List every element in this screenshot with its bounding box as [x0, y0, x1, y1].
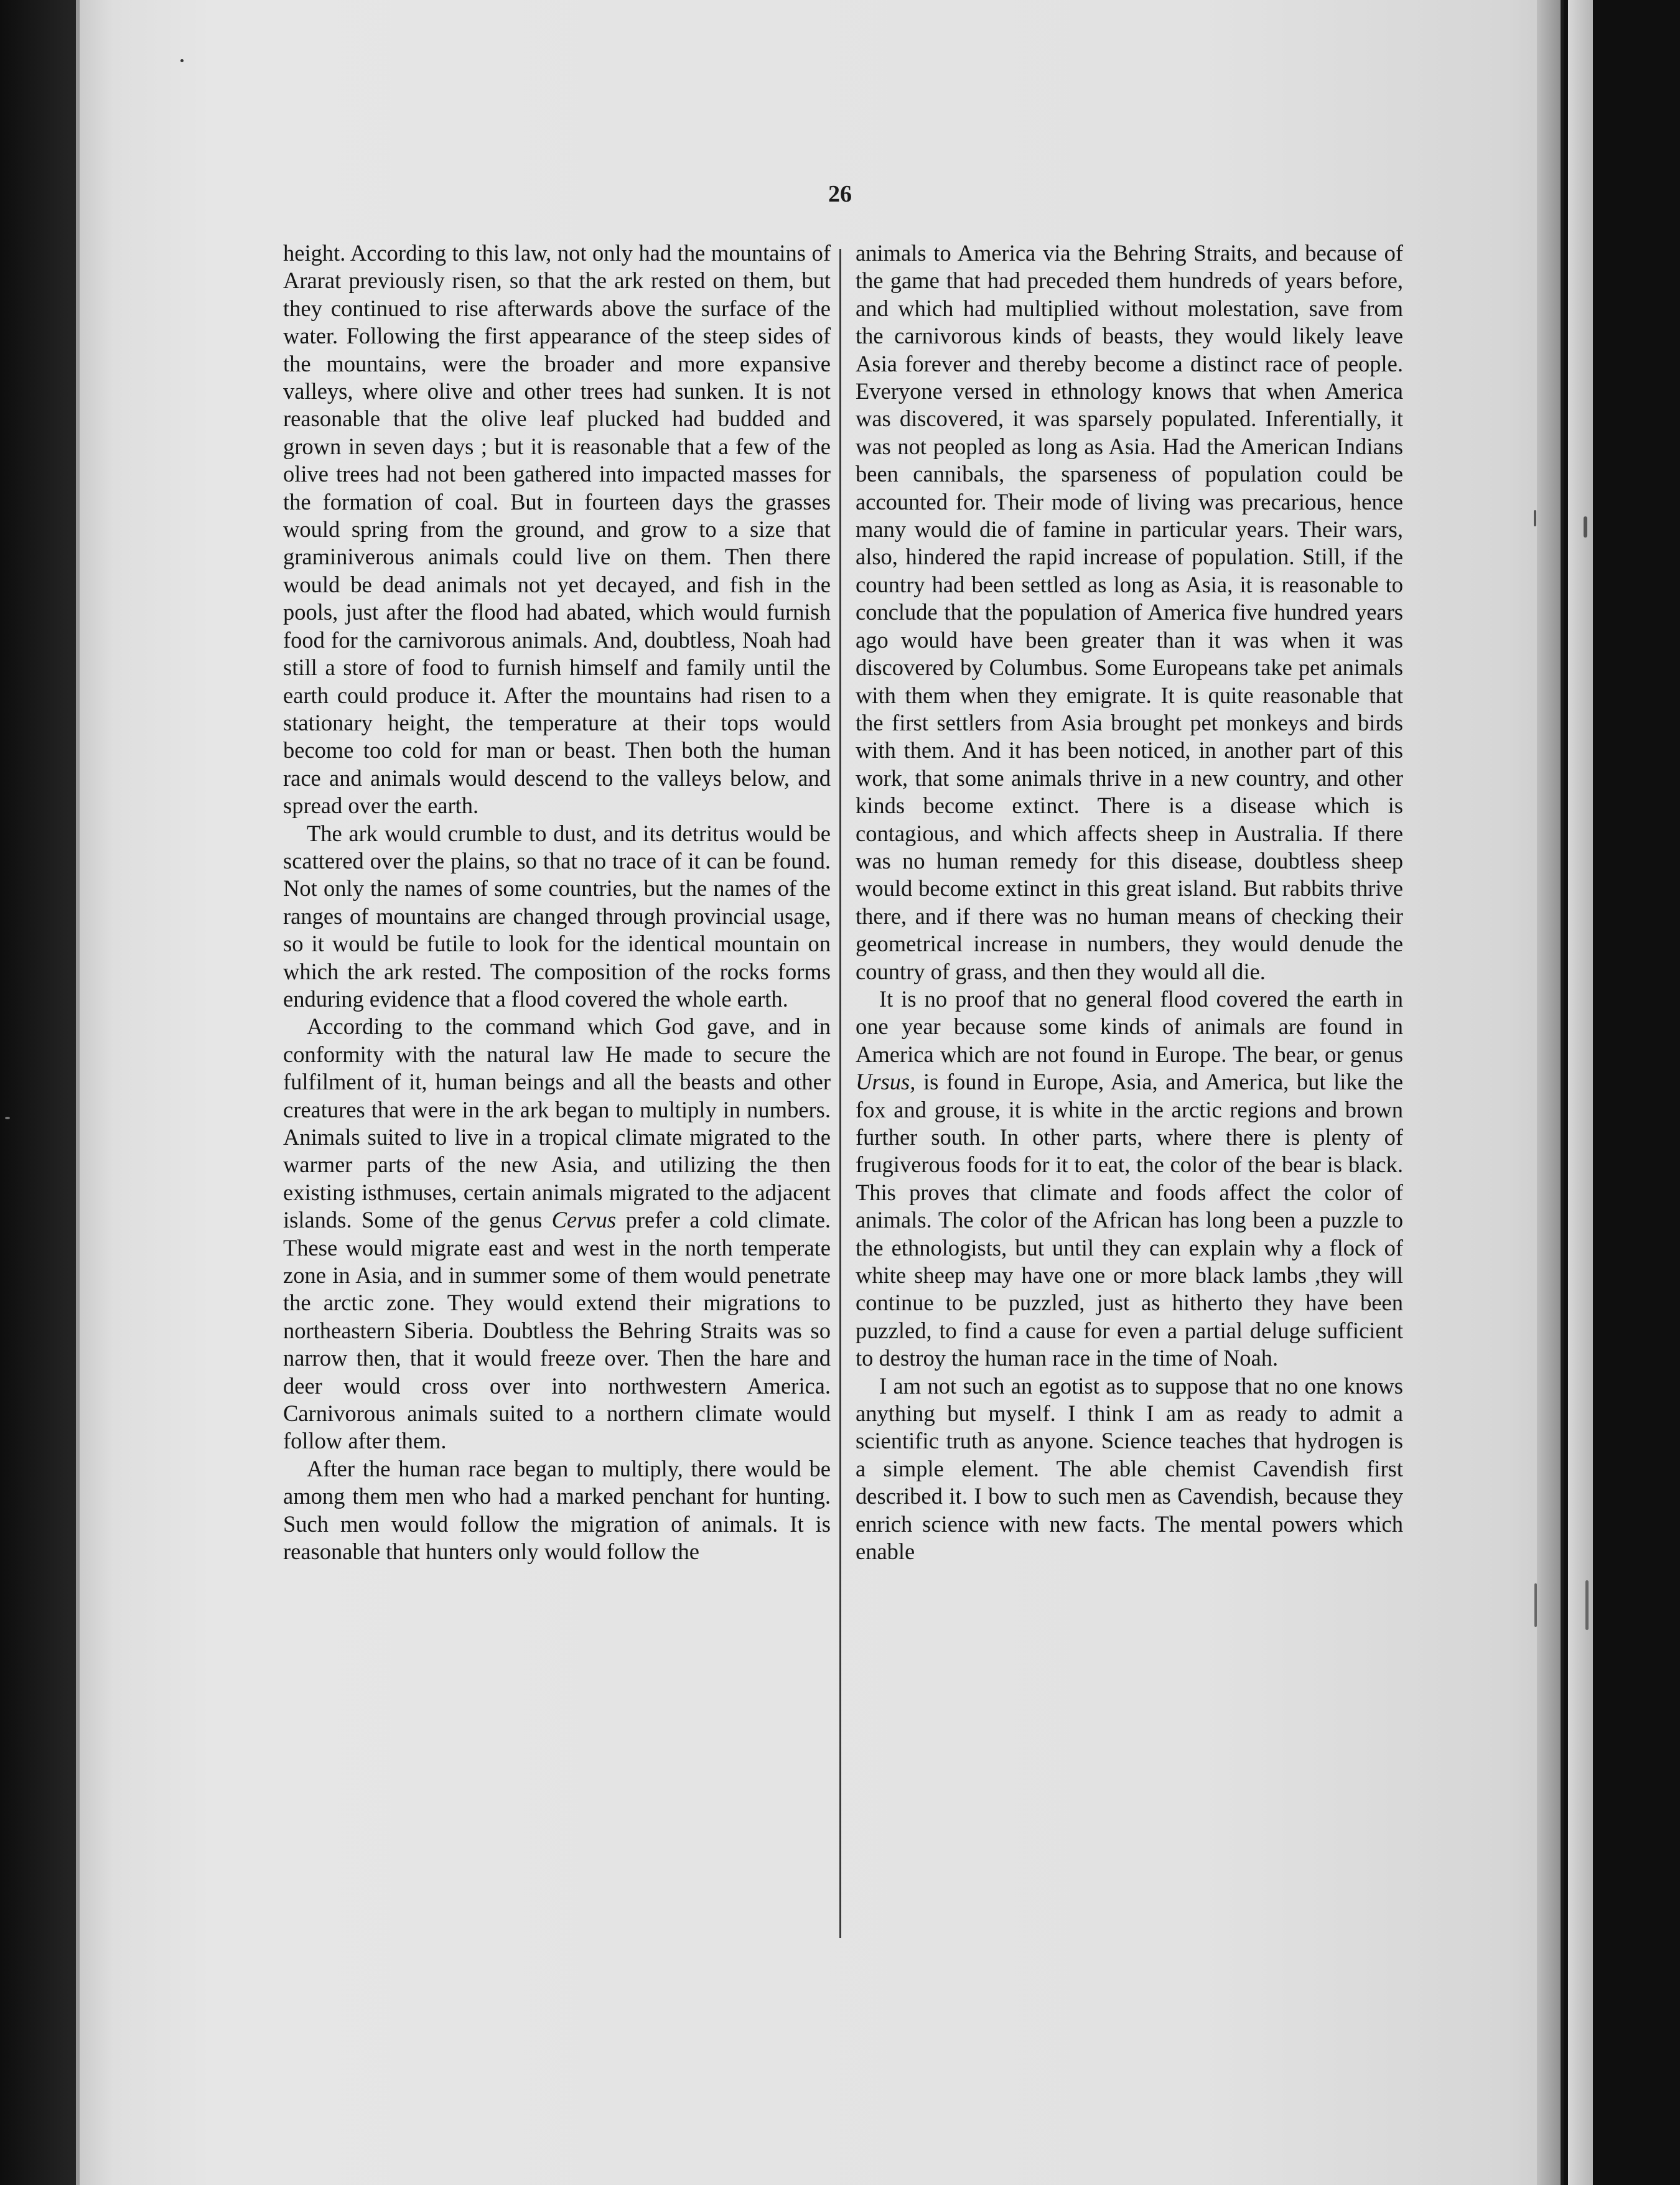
gutter-line: [1561, 0, 1564, 2185]
paragraph-text: prefer a cold climate. These would migrate east and west in the north temperate zone in Asia, and in summer some of them would penetrate the arctic zone. They would extend their migrations to northeastern Siberia. Doubtless the Behring Straits was so narrow then, that it would freeze over. Then the hare and deer would cross over into northwestern America. Carnivorous animals suited to a northern climate would follow after them.: [283, 1207, 831, 1454]
column-divider: [839, 249, 841, 1938]
scan-speck: [1534, 510, 1536, 526]
paragraph: I am not such an egotist as to suppose that no one knows anything but myself. I think I am as ready to admit a scientific truth as anyone. Science teaches that hydrogen is a simple element. The able chemist Cavendish first described it. I bow to such men as Cavendish, because they enrich science with new facts. The mental powers which enable: [856, 1372, 1403, 1565]
paragraph-text: is found in Europe, Asia, and America, but like the fox and grouse, it is white in the arctic regions and brown further south. In other parts, where there is plenty of frugiverous foods for it to eat, the color of the bear is black. This proves that climate and foods affect the color of animals. The color of the African has long been a puzzle to the ethnologists, but until they can explain why a flock of white sheep may have one or more black lambs ,they will continue to be puzzled, just as hitherto they have been puzzled, to find a cause for even a partial deluge sufficient to destroy the human race in the time of Noah.: [856, 1069, 1403, 1371]
scan-speck: [180, 59, 184, 62]
scan-speck: [5, 1117, 10, 1119]
scan-speck: [1584, 516, 1587, 538]
page-left-edge: [76, 0, 80, 2185]
right-text-column: [856, 240, 1403, 1566]
italic-genus-term: Cervus: [551, 1207, 617, 1233]
scan-speck: [1534, 1583, 1537, 1627]
page-number: 26: [828, 181, 852, 207]
paragraph: [856, 985, 1403, 1372]
italic-genus-term: Ursus,: [856, 1069, 916, 1095]
paragraph: After the human race began to multiply, there would be among them men who had a marked penchant for hunting. Such men would follow the migration of animals. It is reasonable that hunters only would follow the: [283, 1455, 831, 1565]
scan-speck: [1585, 1580, 1589, 1630]
adjacent-page-sliver: [1568, 0, 1593, 2185]
paragraph: animals to America via the Behring Straits, and because of the game that had preceded them hundreds of years before, and which had multiplied without molestation, save from the carnivorous kinds of beasts, they would likely leave Asia forever and thereby become a distinct race of people. Everyone versed in ethnology knows that when America was discovered, it was sparsely populated. Inferentially, it was not peopled as long as Asia. Had the American Indians been cannibals, the sparseness of population could be accounted for. Their mode of living was precarious, hence many would die of famine in particular years. Their wars, also, hindered the rapid increase of population. Still, if the country had been settled as long as Asia, it is reasonable to conclude that the population of America five hundred years ago would have been greater than it was when it was discovered by Columbus. Some Europeans take pet animals with them when they emigrate. It is quite reasonable that the first settlers from Asia brought pet monkeys and birds with them. And it has been noticed, in another part of this work, that some animals thrive in a new country, and other kinds become extinct. There is a disease which is contagious, and which affects sheep in Australia. If there was no human remedy for this disease, doubtless sheep would become extinct in this great island. But rabbits thrive there, and if there was no human means of checking their geometrical increase in numbers, they would denude the country of grass, and then they would all die.: [856, 240, 1403, 984]
paragraph-text: It is no proof that no general flood covered the earth in one year because some kinds of animals are found in America which are not found in Europe. The bear, or genus: [856, 985, 1403, 1067]
paragraph: The ark would crumble to dust, and its detritus would be scattered over the plains, so that no trace of it can be found. Not only the names of some countries, but the names of the ranges of mountains are changed through provincial usage, so it would be futile to look for the identical mountain on which the ark rested. The composition of the rocks forms enduring evidence that a flood covered the whole earth.: [283, 820, 831, 1012]
page-right-edge: [1537, 0, 1562, 2185]
left-text-column: [283, 240, 831, 1566]
paragraph: [283, 1013, 831, 1455]
paragraph: height. According to this law, not only had the mountains of Ararat previously risen, so that the ark rested on them, but they continued to rise afterwards above the surface of the water. Following the first appearance of the steep sides of the mountains, were the broader and more expansive valleys, where olive and other trees had sunken. It is not reasonable that the olive leaf plucked had budded and grown in seven days ; but it is reasonable that a few of the olive trees had not been gathered into impacted masses for the formation of coal. But in fourteen days the grasses would spring from the ground, and grow to a size that graminiverous animals could live on them. Then there would be dead animals not yet decayed, and fish in the pools, just after the flood had abated, which would furnish food for the carnivorous animals. And, doubtless, Noah had still a store of food to furnish himself and family until the earth could produce it. After the mountains had risen to a stationary height, the temperature at their tops would become too cold for man or beast. Then both the human race and animals would descend to the valleys below, and spread over the earth.: [283, 240, 831, 819]
paragraph-text: According to the command which God gave, and in conformity with the natural law He made to secure the fulfilment of it, human beings and all the beasts and other creatures that were in the ark began to multiply in numbers. Animals suited to live in a tropical climate migrated to the warmer parts of the new Asia, and utilizing the then existing isthmuses, certain animals migrated to the adjacent islands. Some of the genus: [283, 1013, 831, 1233]
